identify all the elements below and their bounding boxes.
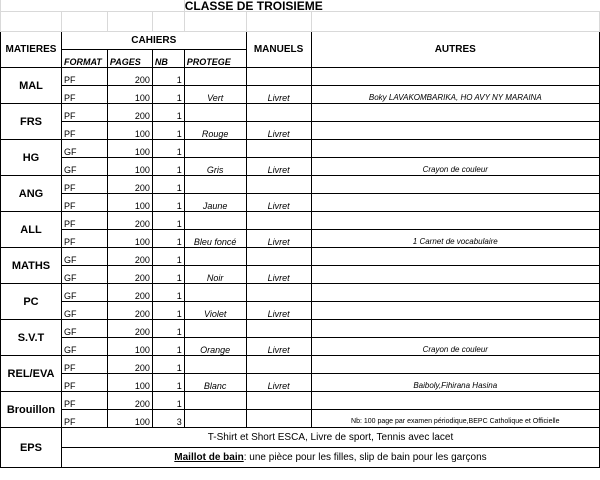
format-cell: PF (61, 176, 107, 194)
nb-cell: 1 (152, 86, 184, 104)
pages-cell: 200 (107, 266, 152, 284)
eps-maillot-text: : une pièce pour les filles, slip de bain pour les garçons (243, 451, 487, 463)
table-row (1, 266, 600, 284)
nb-cell: 3 (152, 410, 184, 428)
protege-cell: Bleu foncé (184, 230, 246, 248)
pages-cell: 100 (107, 158, 152, 176)
format-cell: GF (61, 266, 107, 284)
cell (152, 12, 184, 32)
pages-cell: 100 (107, 194, 152, 212)
table-row (1, 104, 600, 122)
cell (246, 284, 311, 302)
table-row (1, 448, 600, 468)
pages-cell: 200 (107, 392, 152, 410)
eps-line-2 (61, 448, 599, 468)
cell (311, 104, 599, 122)
cell (246, 12, 311, 32)
autres-cell: Boky LAVAKOMBARIKA, HO AVY NY MARAINA (311, 86, 599, 104)
autres-cell: Crayon de couleur (311, 338, 599, 356)
format-cell: PF (61, 104, 107, 122)
format-cell: GF (61, 140, 107, 158)
pages-cell: 200 (107, 356, 152, 374)
protege-cell: Vert (184, 86, 246, 104)
format-cell: GF (61, 248, 107, 266)
subject-name: EPS (1, 428, 62, 468)
table-row (1, 410, 600, 428)
manuel-cell: Livret (246, 122, 311, 140)
cell (184, 284, 246, 302)
header-matieres: MATIERES (1, 32, 62, 68)
pages-cell: 100 (107, 374, 152, 392)
table-row (1, 86, 600, 104)
protege-cell: Rouge (184, 122, 246, 140)
cell (1, 0, 185, 12)
pages-cell: 200 (107, 104, 152, 122)
cell (311, 176, 599, 194)
table-row (1, 212, 600, 230)
cell (311, 12, 599, 32)
format-cell: PF (61, 86, 107, 104)
pages-cell: 200 (107, 176, 152, 194)
protege-cell: Jaune (184, 194, 246, 212)
format-cell: PF (61, 212, 107, 230)
format-cell: PF (61, 356, 107, 374)
table-row (1, 158, 600, 176)
format-cell: PF (61, 68, 107, 86)
cell (246, 68, 311, 86)
header-protege: PROTEGE (184, 50, 246, 68)
manuel-cell: Livret (246, 374, 311, 392)
manuel-cell: Livret (246, 230, 311, 248)
cell (311, 284, 599, 302)
cell (184, 104, 246, 122)
format-cell: PF (61, 122, 107, 140)
cell (311, 68, 599, 86)
cell (107, 12, 152, 32)
autres-cell (311, 122, 599, 140)
subject-name: ANG (1, 176, 62, 212)
table-row (1, 428, 600, 448)
autres-cell: Baiboly,Fihirana Hasina (311, 374, 599, 392)
subject-name: S.V.T (1, 320, 62, 356)
subject-name: Brouillon (1, 392, 62, 428)
cell (246, 140, 311, 158)
cell (311, 392, 599, 410)
pages-cell: 100 (107, 230, 152, 248)
cell (246, 212, 311, 230)
protege-cell (184, 410, 246, 428)
cell (184, 12, 246, 32)
cell (246, 320, 311, 338)
autres-cell: Nb: 100 page par examen périodique,BEPC Catholique et Officielle (311, 410, 599, 428)
nb-cell: 1 (152, 230, 184, 248)
cell (1, 12, 62, 32)
autres-cell: Crayon de couleur (311, 158, 599, 176)
format-cell: PF (61, 392, 107, 410)
manuel-cell: Livret (246, 302, 311, 320)
subject-name: MATHS (1, 248, 62, 284)
table-row (1, 32, 600, 50)
pages-cell: 100 (107, 122, 152, 140)
cell (184, 356, 246, 374)
header-nb: NB (152, 50, 184, 68)
cell (311, 212, 599, 230)
table-row (1, 374, 600, 392)
header-format: FORMAT (61, 50, 107, 68)
header-cahiers: CAHIERS (61, 32, 246, 50)
protege-cell: Gris (184, 158, 246, 176)
protege-cell: Orange (184, 338, 246, 356)
nb-cell: 1 (152, 194, 184, 212)
manuel-cell: Livret (246, 194, 311, 212)
protege-cell: Blanc (184, 374, 246, 392)
table-row (1, 140, 600, 158)
cell (246, 104, 311, 122)
pages-cell: 100 (107, 338, 152, 356)
manuel-cell: Livret (246, 158, 311, 176)
table-row (1, 338, 600, 356)
autres-cell (311, 194, 599, 212)
table-row (1, 176, 600, 194)
format-cell: GF (61, 158, 107, 176)
autres-cell: 1 Carnet de vocabulaire (311, 230, 599, 248)
cell (311, 320, 599, 338)
pages-cell: 200 (107, 248, 152, 266)
subject-name: ALL (1, 212, 62, 248)
table-row (1, 302, 600, 320)
nb-cell: 1 (152, 320, 184, 338)
cell (184, 212, 246, 230)
subject-name: FRS (1, 104, 62, 140)
table-row (1, 68, 600, 86)
table-row (1, 392, 600, 410)
nb-cell: 1 (152, 284, 184, 302)
table-row (1, 284, 600, 302)
nb-cell: 1 (152, 212, 184, 230)
table-row (1, 356, 600, 374)
manuel-cell: Livret (246, 338, 311, 356)
nb-cell: 1 (152, 374, 184, 392)
nb-cell: 1 (152, 266, 184, 284)
cell (311, 356, 599, 374)
nb-cell: 1 (152, 158, 184, 176)
pages-cell: 100 (107, 86, 152, 104)
table-row (1, 230, 600, 248)
pages-cell: 100 (107, 140, 152, 158)
pages-cell: 200 (107, 320, 152, 338)
format-cell: GF (61, 320, 107, 338)
format-cell: PF (61, 374, 107, 392)
subject-name: PC (1, 284, 62, 320)
autres-cell (311, 302, 599, 320)
pages-cell: 200 (107, 302, 152, 320)
subject-name: HG (1, 140, 62, 176)
eps-line-1: T-Shirt et Short ESCA, Livre de sport, Tennis avec lacet (61, 428, 599, 448)
nb-cell: 1 (152, 122, 184, 140)
autres-cell (311, 266, 599, 284)
cell (246, 356, 311, 374)
header-pages: PAGES (107, 50, 152, 68)
subject-name: REL/EVA (1, 356, 62, 392)
nb-cell: 1 (152, 248, 184, 266)
pages-cell: 200 (107, 212, 152, 230)
cell (184, 176, 246, 194)
cell (184, 248, 246, 266)
header-autres: AUTRES (311, 32, 599, 68)
nb-cell: 1 (152, 356, 184, 374)
manuel-cell (246, 410, 311, 428)
nb-cell: 1 (152, 68, 184, 86)
cell (311, 140, 599, 158)
table-row (1, 194, 600, 212)
nb-cell: 1 (152, 392, 184, 410)
nb-cell: 1 (152, 140, 184, 158)
cell (184, 140, 246, 158)
table-row (1, 12, 600, 32)
nb-cell: 1 (152, 302, 184, 320)
cell (184, 320, 246, 338)
pages-cell: 100 (107, 410, 152, 428)
format-cell: PF (61, 410, 107, 428)
protege-cell: Violet (184, 302, 246, 320)
pages-cell: 200 (107, 284, 152, 302)
pages-cell: 200 (107, 68, 152, 86)
page-title: CLASSE DE TROISIEME (184, 0, 323, 12)
nb-cell: 1 (152, 338, 184, 356)
format-cell: GF (61, 338, 107, 356)
table-row (1, 0, 600, 12)
table-row (1, 122, 600, 140)
table-row (1, 320, 600, 338)
format-cell: PF (61, 230, 107, 248)
cell (246, 248, 311, 266)
nb-cell: 1 (152, 104, 184, 122)
header-manuels: MANUELS (246, 32, 311, 68)
format-cell: PF (61, 194, 107, 212)
format-cell: GF (61, 302, 107, 320)
table-row (1, 248, 600, 266)
cell (61, 12, 107, 32)
subject-name: MAL (1, 68, 62, 104)
manuel-cell: Livret (246, 266, 311, 284)
cell (246, 176, 311, 194)
cell (246, 392, 311, 410)
cell (311, 248, 599, 266)
nb-cell: 1 (152, 176, 184, 194)
protege-cell: Noir (184, 266, 246, 284)
format-cell: GF (61, 284, 107, 302)
cell (184, 392, 246, 410)
eps-maillot-label: Maillot de bain (174, 451, 244, 463)
manuel-cell: Livret (246, 86, 311, 104)
cell (184, 68, 246, 86)
